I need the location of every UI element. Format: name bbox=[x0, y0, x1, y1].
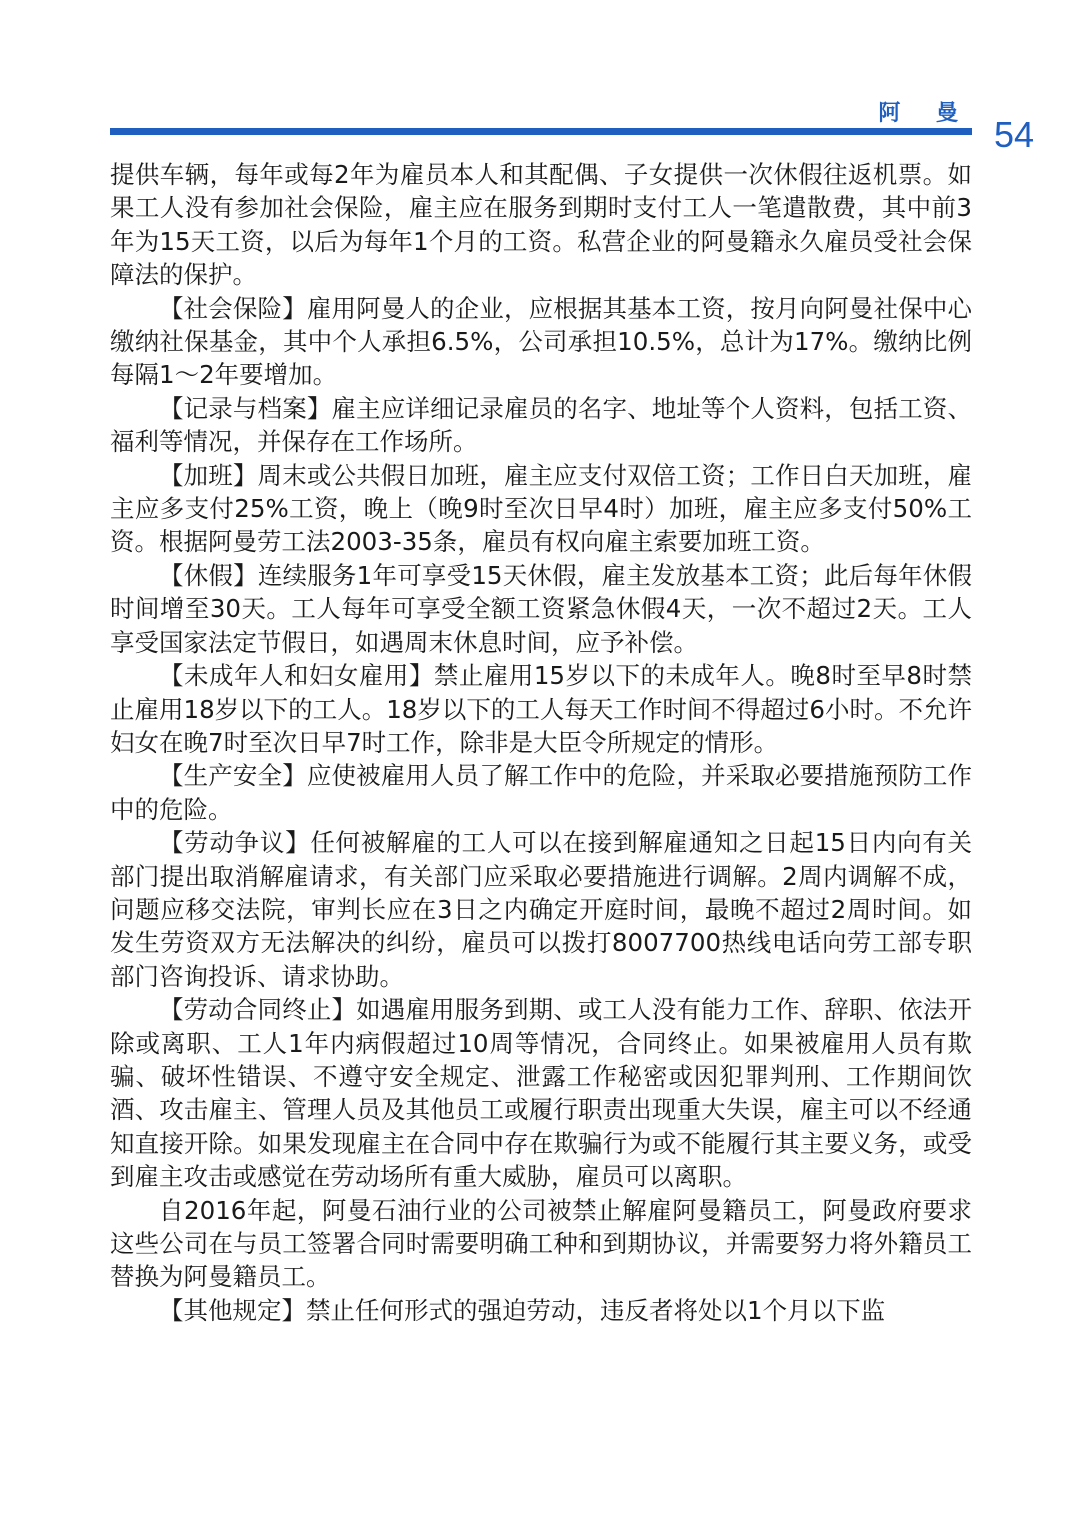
paragraph: 【记录与档案】雇主应详细记录雇员的名字、地址等个人资料，包括工资、福利等情况，并保存在工作场所。 bbox=[110, 393, 972, 457]
paragraph: 【劳动合同终止】如遇雇用服务到期、或工人没有能力工作、辞职、依法开除或离职、工人1年内病假超过10周等情况，合同终止。如果被雇用人员有欺骗、破坏性错误、不遵守安全规定、泄露工作秘密或因犯罪判刑、工作期间饮酒、攻击雇主、管理人员及其他员工或履行职责出现重大失误，雇主可以不经通知直接开除。如果发现雇主在合同中存在欺骗行为或不能履行其主要义务，或受到雇主攻击或感觉在劳动场所有重大威胁，雇员可以离职。 bbox=[110, 995, 972, 1192]
paragraph: 自2016年起，阿曼石油行业的公司被禁止解雇阿曼籍员工，阿曼政府要求这些公司在与员工签署合同时需要明确工种和到期协议，并需要努力将外籍员工替换为阿曼籍员工。 bbox=[110, 1195, 972, 1292]
paragraph: 【生产安全】应使被雇用人员了解工作中的危险，并采取必要措施预防工作中的危险。 bbox=[110, 761, 972, 824]
page-number: 54 bbox=[993, 114, 1034, 155]
header-rule bbox=[110, 128, 972, 135]
header-title: 阿 曼 bbox=[878, 101, 972, 126]
paragraph: 【休假】连续服务1年可享受15天休假，雇主发放基本工资；此后每年休假时间增至30天。工人每年可享受全额工资紧急休假4天，一次不超过2天。工人享受国家法定节假日，如遇周末休息时间，应予补偿。 bbox=[110, 560, 972, 657]
paragraph: 【劳动争议】任何被解雇的工人可以在接到解雇通知之日起15日内向有关部门提出取消解雇请求，有关部门应采取必要措施进行调解。2周内调解不成，问题应移交法院，审判长应在3日之内确定开庭时间，最晚不超过2周时间。如发生劳资双方无法解决的纠纷，雇员可以拨打8007700热线电话向劳工部专职部门咨询投诉、请求协助。 bbox=[110, 828, 972, 991]
body-text bbox=[110, 158, 972, 1327]
paragraph: 【其他规定】禁止任何形式的强迫劳动，违反者将处以1个月以下监 bbox=[159, 1295, 886, 1325]
paragraph: 提供车辆，每年或每2年为雇员本人和其配偶、子女提供一次休假往返机票。如果工人没有参加社会保险，雇主应在服务到期时支付工人一笔遣散费，其中前3年为15天工资，以后为每年1个月的工资。私营企业的阿曼籍永久雇员受社会保障法的保护。 bbox=[110, 160, 972, 290]
paragraph: 【未成年人和妇女雇用】禁止雇用15岁以下的未成年人。晚8时至早8时禁止雇用18岁以下的工人。18岁以下的工人每天工作时间不得超过6小时。不允许妇女在晚7时至次日早7时工作，除非是大臣令所规定的情形。 bbox=[110, 661, 972, 757]
paragraph: 【社会保险】雇用阿曼人的企业，应根据其基本工资，按月向阿曼社保中心缴纳社保基金，其中个人承担6.5%，公司承担10.5%，总计为17%。缴纳比例每隔1～2年要增加。 bbox=[110, 293, 972, 390]
paragraph: 【加班】周末或公共假日加班，雇主应支付双倍工资；工作日白天加班，雇主应多支付25%工资，晚上（晚9时至次日早4时）加班，雇主应多支付50%工资。根据阿曼劳工法2003-35条，雇员有权向雇主索要加班工资。 bbox=[110, 460, 972, 557]
